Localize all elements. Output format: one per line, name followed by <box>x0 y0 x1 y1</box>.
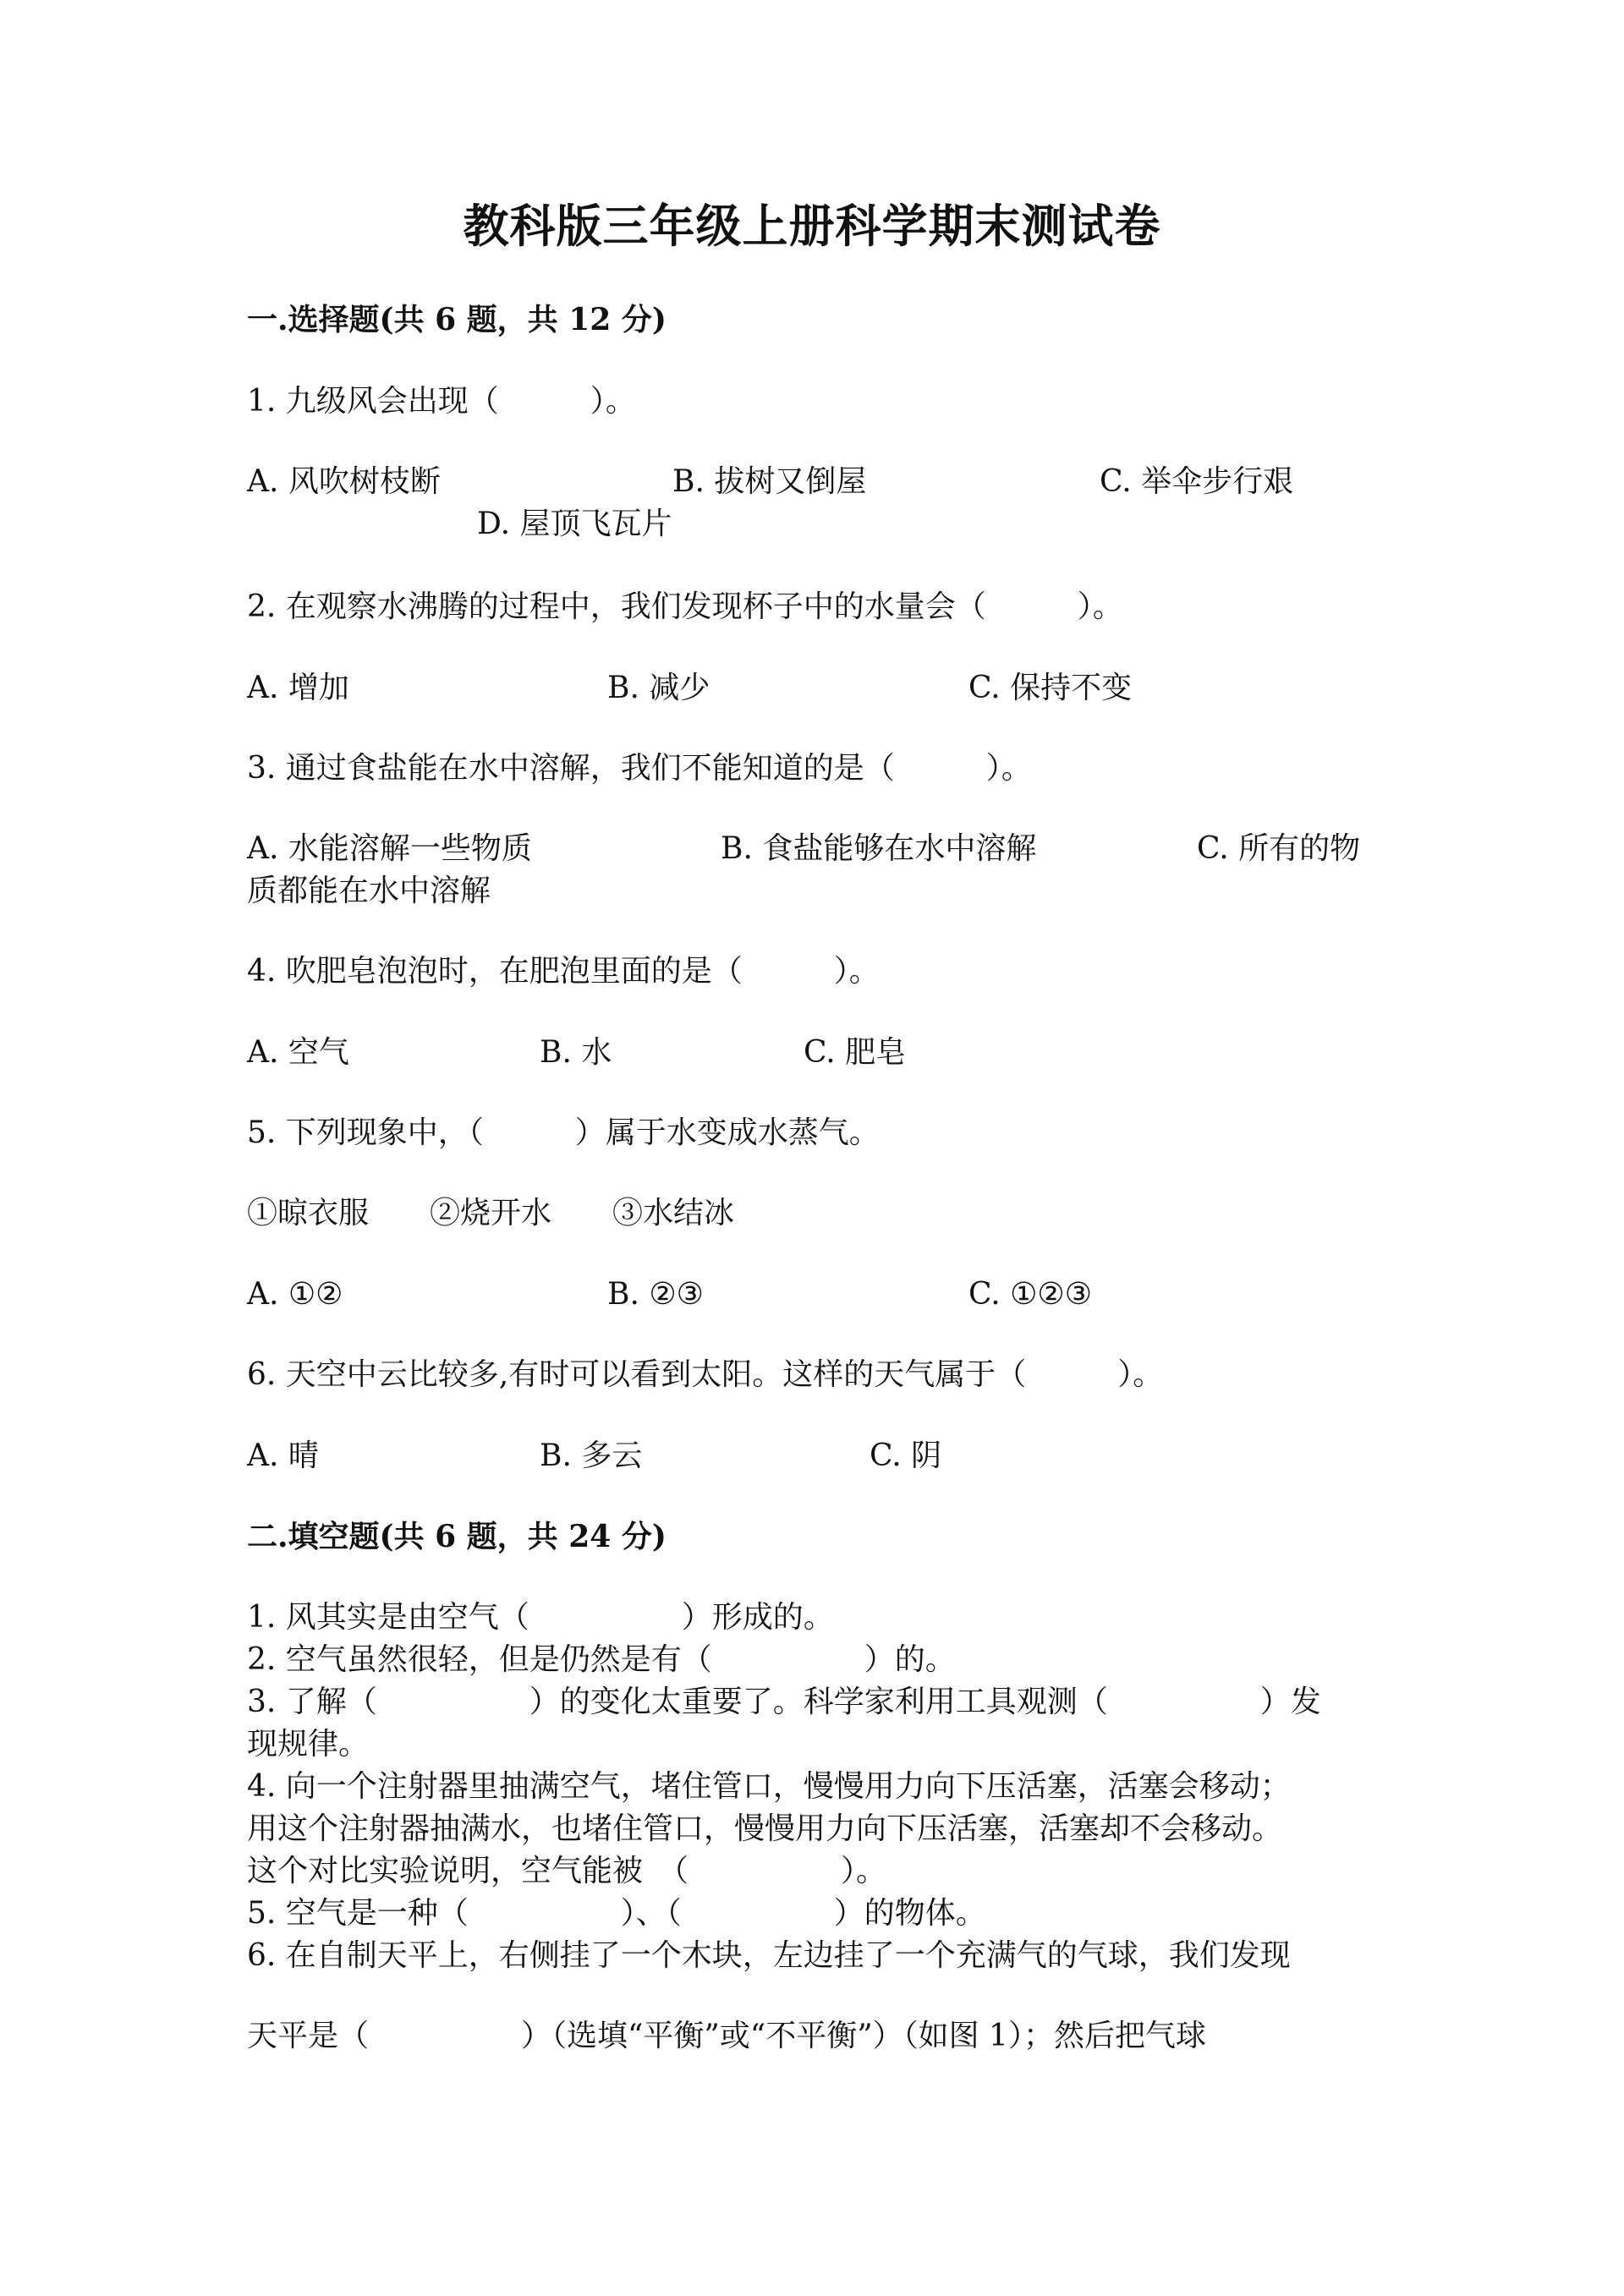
question-4-stem: 4. 吹肥皂泡泡时，在肥泡里面的是（ ）。 <box>247 954 880 989</box>
fill-line-4: 4. 向一个注射器里抽满空气，堵住管口，慢慢用力向下压活塞，活塞会移动； <box>247 1769 1291 1804</box>
question-6-option-c: C. 阴 <box>870 1438 942 1473</box>
question-2-option-a: A. 增加 <box>247 671 349 705</box>
question-5-option-a: A. ①② <box>247 1277 343 1312</box>
fill-line-4-continued-b: 这个对比实验说明，空气能被 （ ）。 <box>247 1854 887 1888</box>
fill-line-2: 2. 空气虽然很轻，但是仍然是有（ ）的。 <box>247 1642 956 1677</box>
fill-line-4-continued-a: 用这个注射器抽满水，也堵住管口，慢慢用力向下压活塞，活塞却不会移动。 <box>247 1811 1283 1846</box>
question-4-option-a: A. 空气 <box>247 1035 349 1070</box>
question-5-option-b: B. ②③ <box>607 1277 704 1312</box>
question-1-option-c: C. 举伞步行艰 <box>1100 464 1294 499</box>
question-3-option-b: B. 食盐能够在水中溶解 <box>721 831 1037 866</box>
question-6-option-b: B. 多云 <box>540 1438 643 1473</box>
question-5-option-c: C. ①②③ <box>968 1277 1092 1312</box>
question-4-option-b: B. 水 <box>540 1035 612 1070</box>
section-heading-fill: 二.填空题(共 6 题，共 24 分) <box>247 1519 667 1554</box>
question-3-stem: 3. 通过食盐能在水中溶解，我们不能知道的是（ ）。 <box>247 751 1032 786</box>
question-3-option-c: C. 所有的物 <box>1197 831 1361 866</box>
question-6-stem: 6. 天空中云比较多,有时可以看到太阳。这样的天气属于（ ）。 <box>247 1357 1164 1392</box>
fill-line-3: 3. 了解（ ）的变化太重要了。科学家利用工具观测（ ）发 <box>247 1685 1321 1719</box>
fill-line-1: 1. 风其实是由空气（ ）形成的。 <box>247 1600 834 1635</box>
fill-line-6-continued: 天平是（ ）（选填“平衡”或“不平衡”）（如图 1）；然后把气球 <box>247 2019 1206 2053</box>
question-1-option-a: A. 风吹树枝断 <box>247 464 441 499</box>
question-3-option-c-continued: 质都能在水中溶解 <box>247 874 491 908</box>
question-2-option-c: C. 保持不变 <box>968 671 1133 705</box>
page-title: 教科版三年级上册科学期末测试卷 <box>463 199 1161 253</box>
question-5-items: ①晾衣服 ②烧开水 ③水结冰 <box>247 1196 735 1230</box>
question-1-option-b: B. 拔树又倒屋 <box>672 464 867 499</box>
question-2-stem: 2. 在观察水沸腾的过程中，我们发现杯子中的水量会（ ）。 <box>247 589 1123 624</box>
question-5-stem: 5. 下列现象中，（ ）属于水变成水蒸气。 <box>247 1115 880 1150</box>
question-1-option-d: D. 屋顶飞瓦片 <box>477 507 672 541</box>
question-4-option-c: C. 肥皂 <box>804 1035 907 1070</box>
fill-line-6: 6. 在自制天平上，右侧挂了一个木块，左边挂了一个充满气的气球，我们发现 <box>247 1938 1291 1973</box>
question-1-stem: 1. 九级风会出现（ ）。 <box>247 384 636 419</box>
question-6-option-a: A. 晴 <box>247 1438 319 1473</box>
fill-line-3-continued: 现规律。 <box>247 1727 370 1762</box>
question-3-option-a: A. 水能溶解一些物质 <box>247 831 532 866</box>
fill-line-5: 5. 空气是一种（ ）、（ ）的物体。 <box>247 1896 986 1931</box>
section-heading-choice: 一.选择题(共 6 题，共 12 分) <box>247 302 667 337</box>
question-2-option-b: B. 减少 <box>607 671 710 705</box>
